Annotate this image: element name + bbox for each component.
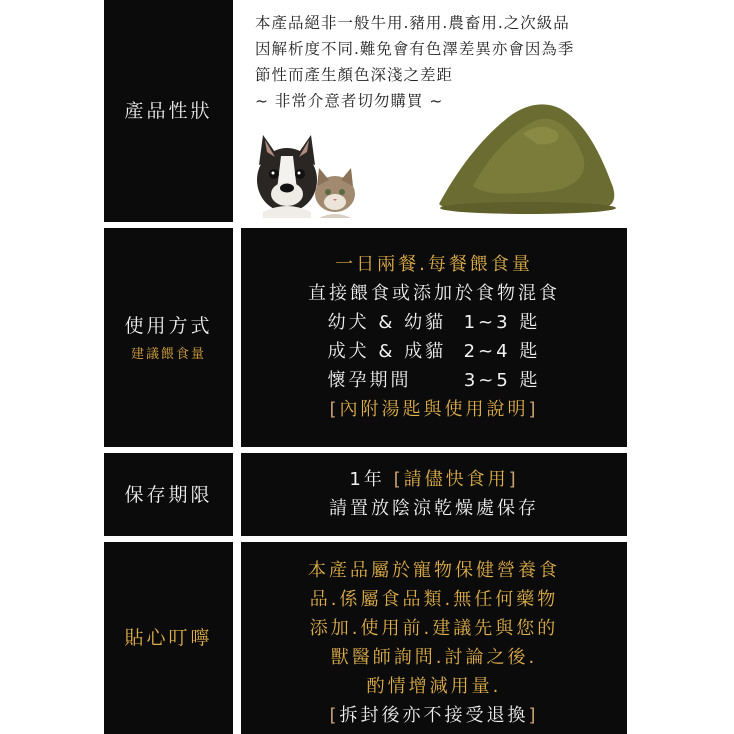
label-text: 保存期限 <box>124 483 213 506</box>
dosage-value: 2~4 匙 <box>463 341 541 362</box>
bracket: ] <box>508 469 519 490</box>
bracket: ] <box>528 705 539 726</box>
reminder-line: 本產品屬於寵物保健營養食 <box>308 560 560 581</box>
reminder-line: 品.係屬食品類.無任何藥物 <box>309 589 559 610</box>
shelf-life-panel <box>241 453 627 536</box>
dosage-value: 3~5 匙 <box>463 370 541 391</box>
text-line: ~ 非常介意者切勿購買 ~ <box>255 92 444 110</box>
label-text: 貼心叮嚀 <box>124 627 213 649</box>
dosage-value: 1~3 匙 <box>463 312 541 333</box>
note-text: 內附湯匙與使用說明 <box>339 399 529 420</box>
reminder-notice <box>241 701 627 730</box>
section-label-product-nature <box>104 0 233 222</box>
notice-text: 拆封後亦不接受退換 <box>339 705 529 726</box>
storage-instruction: 請置放陰涼乾燥處保存 <box>329 498 539 519</box>
dosage-label: 幼犬 & 幼貓 <box>327 312 447 333</box>
usage-note <box>241 395 627 424</box>
product-nature-panel <box>241 0 627 222</box>
section-label-usage <box>104 228 233 447</box>
bracket: [ <box>329 399 340 420</box>
bracket: ] <box>528 399 539 420</box>
reminder-panel <box>241 542 627 734</box>
section-label-shelf-life <box>104 453 233 536</box>
usage-panel <box>241 228 627 447</box>
bracket: [ <box>393 469 404 490</box>
pets-image <box>249 130 361 218</box>
label-text: 使用方式 <box>124 315 213 337</box>
dosage-label: 成犬 & 成貓 <box>327 341 447 362</box>
dosage-row <box>241 337 627 366</box>
text-line: 節性而產生顏色深淺之差距 <box>255 66 454 84</box>
text-line: 本產品絕非一般牛用.豬用.農畜用.之次級品 <box>255 14 570 32</box>
dosage-row <box>241 308 627 337</box>
dosage-row <box>241 366 627 395</box>
label-subtext: 建議餵食量 <box>130 347 206 362</box>
reminder-line: 獸醫師詢問.討論之後. <box>330 647 538 668</box>
dosage-label: 懷孕期間 <box>327 370 412 391</box>
section-label-reminder <box>104 542 233 734</box>
reminder-line: 酌情增減用量. <box>366 676 502 697</box>
usage-line: 直接餵食或添加於食物混食 <box>308 283 560 304</box>
reminder-line: 添加.使用前.建議先與您的 <box>309 618 559 639</box>
text-line: 因解析度不同.難免會有色澤差異亦會因為季 <box>255 40 575 58</box>
bracket: [ <box>329 705 340 726</box>
shelf-life-period <box>241 465 627 494</box>
usage-title: 一日兩餐.每餐餵食量 <box>335 254 533 275</box>
label-text: 產品性狀 <box>124 100 213 122</box>
period-note: 請儘快食用 <box>403 469 509 490</box>
period-text: 1年 <box>349 469 385 490</box>
powder-image <box>433 86 623 216</box>
